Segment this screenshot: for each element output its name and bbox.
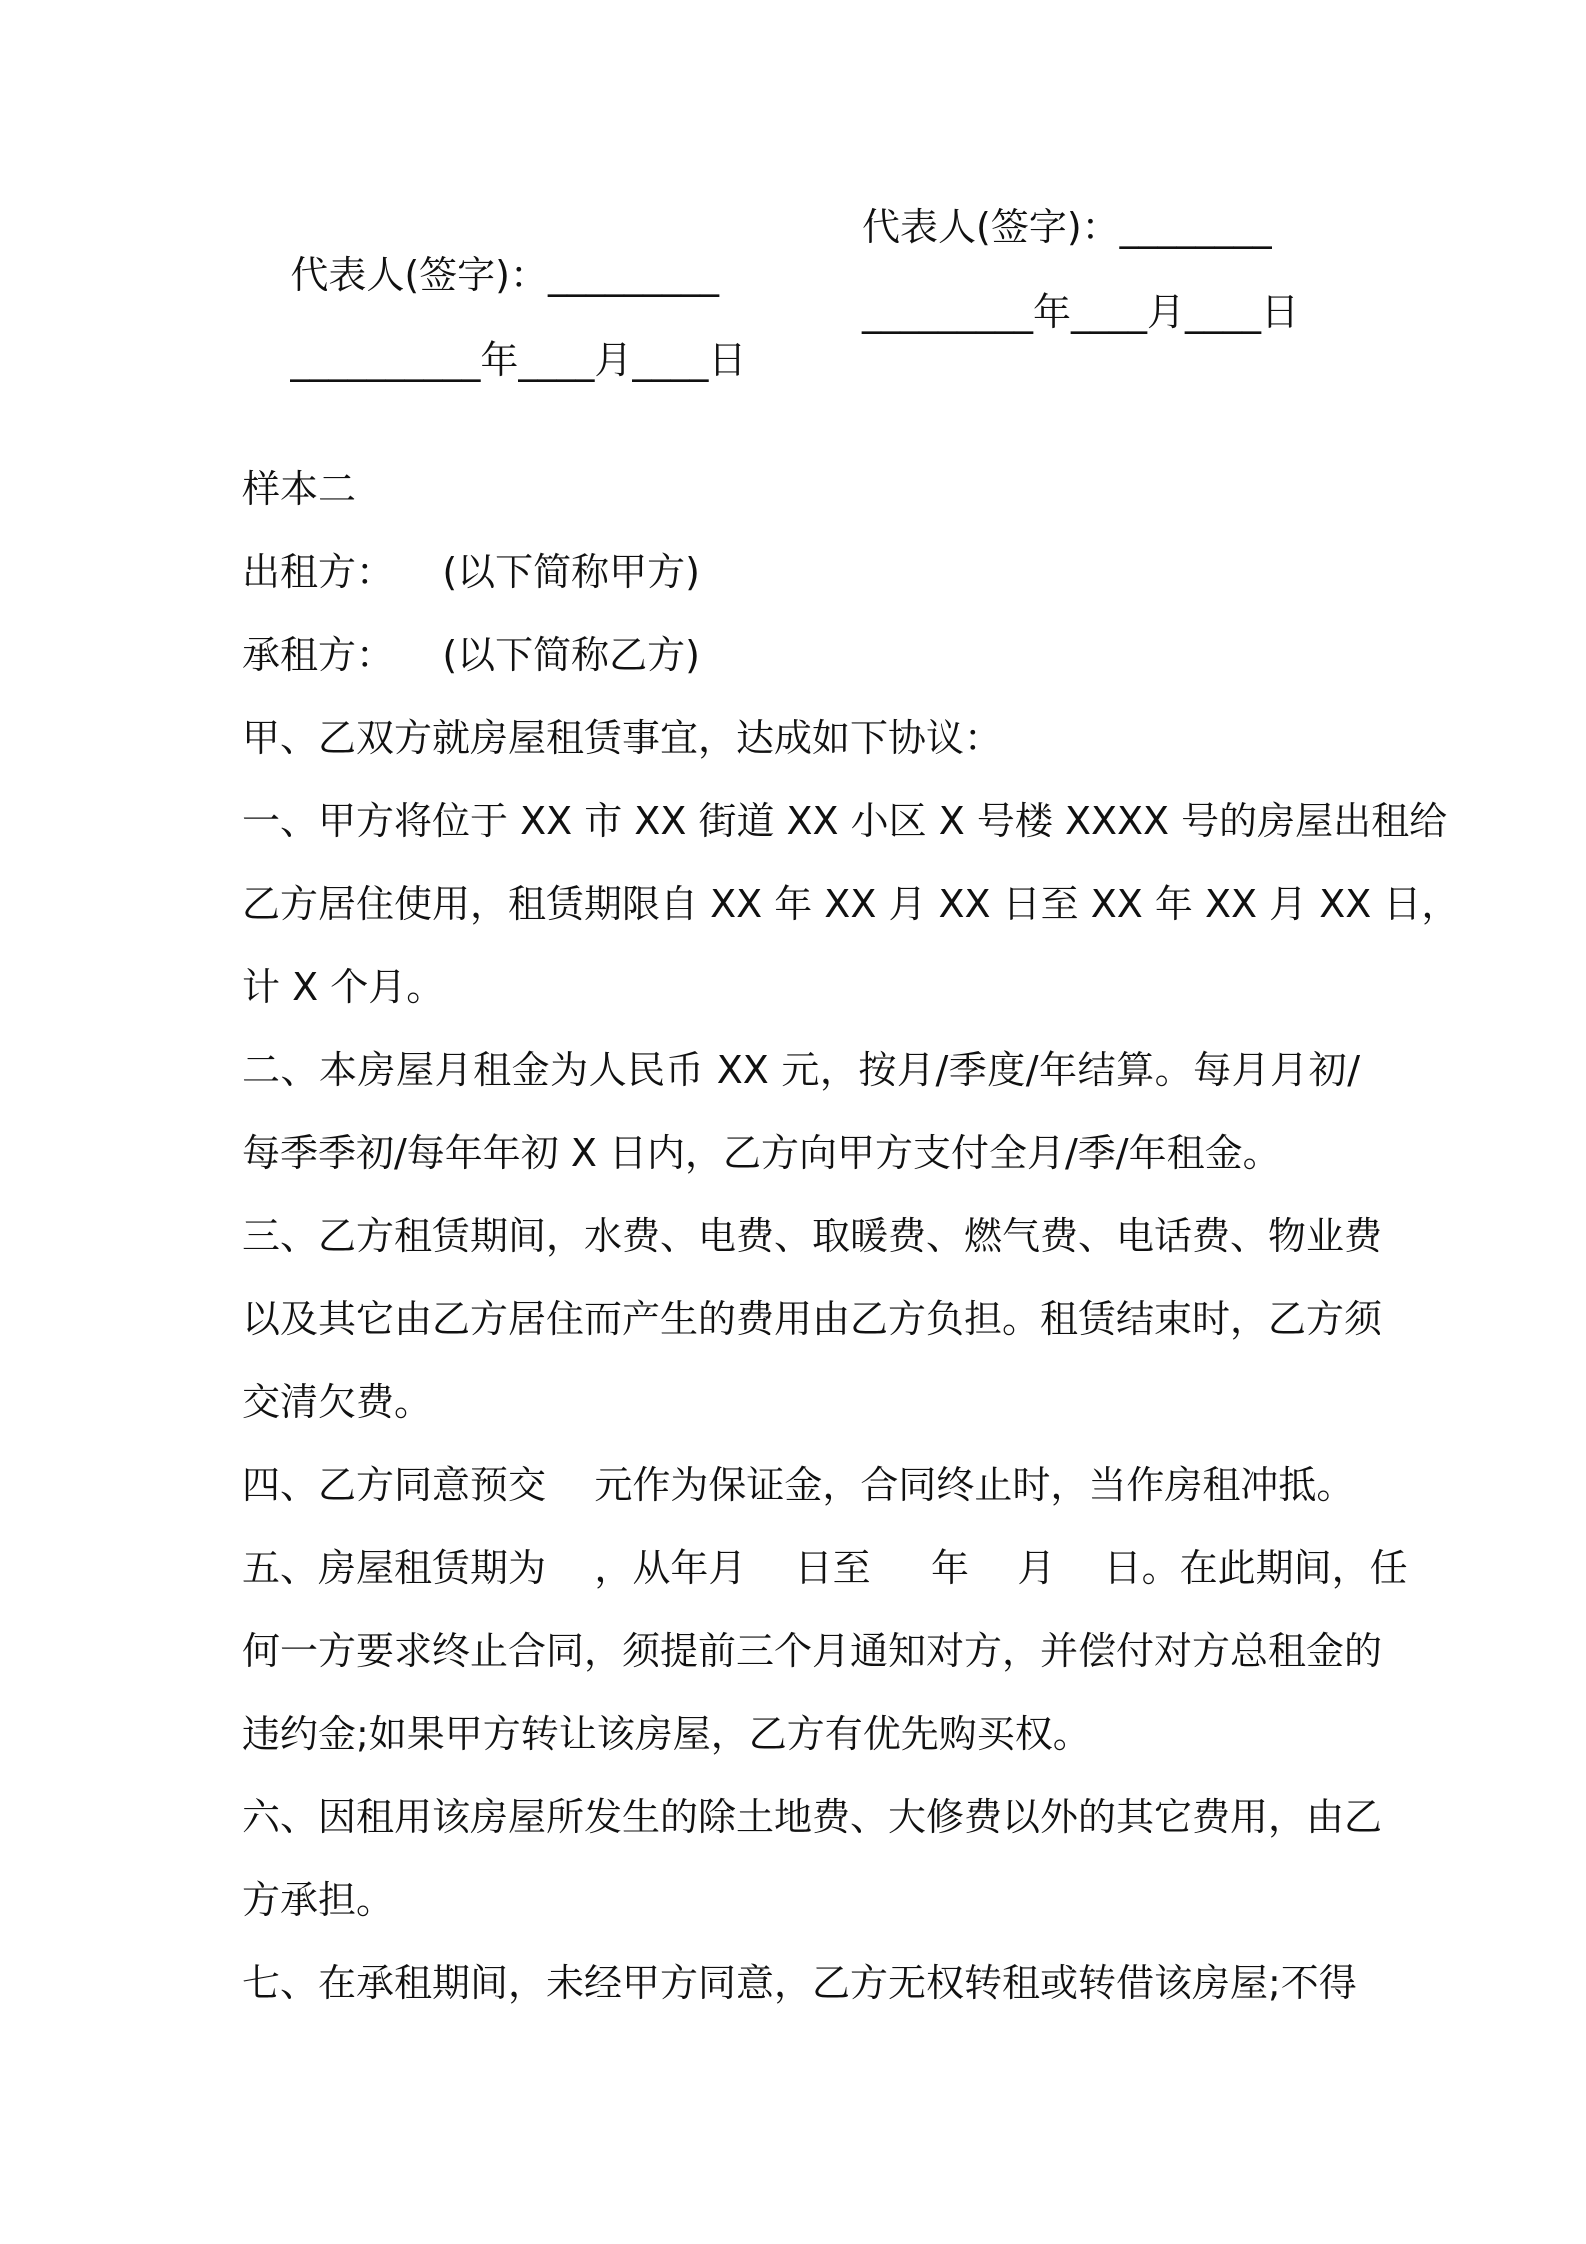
clause-6-line-1: 六、因租用该房屋所发生的除土地费、大修费以外的其它费用，由乙 [242, 1795, 1383, 1839]
agreement-intro: 甲、乙双方就房屋租赁事宜，达成如下协议： [242, 716, 1003, 760]
clause-2-line-1: 二、本房屋月租金为人民币 XX 元，按月/季度/年结算。每月月初/ [242, 1048, 1360, 1092]
clause-4-line-1: 四、乙方同意预交 元作为保证金，合同终止时，当作房租冲抵。 [242, 1463, 1355, 1507]
contract-body [242, 448, 1460, 2025]
clause-3-line-3: 交清欠费。 [242, 1380, 433, 1424]
clause-3-line-1: 三、乙方租赁期间，水费、电费、取暖费、燃气费、电话费、物业费 [242, 1214, 1383, 1258]
clause-6-line-2: 方承担。 [242, 1878, 395, 1922]
lessee-line: 承租方： (以下简称乙方) [242, 633, 700, 677]
party-a-signature-date: __________年____月____日 [290, 338, 747, 382]
party-a-representative-signature: 代表人(签字)：_________ [290, 253, 719, 297]
clause-1-line-1: 一、甲方将位于 XX 市 XX 街道 XX 小区 X 号楼 XXXX 号的房屋出租给 [242, 799, 1448, 843]
clause-1-line-2: 乙方居住使用，租赁期限自 XX 年 XX 月 XX 日至 XX 年 XX 月 XX 日， [242, 882, 1460, 926]
clause-5-line-2: 何一方要求终止合同，须提前三个月通知对方，并偿付对方总租金的 [242, 1629, 1383, 1673]
clause-2-line-2: 每季季初/每年年初 X 日内，乙方向甲方支付全月/季/年租金。 [242, 1131, 1281, 1175]
clause-5-line-3: 违约金;如果甲方转让该房屋，乙方有优先购买权。 [242, 1712, 1091, 1756]
sample-heading: 样本二 [242, 467, 357, 511]
lessor-line: 出租方： (以下简称甲方) [242, 550, 700, 594]
party-b-representative-signature: 代表人(签字)：________ [862, 205, 1272, 249]
clause-1-line-3: 计 X 个月。 [242, 965, 445, 1009]
party-b-signature-date: _________年____月____日 [862, 290, 1300, 334]
clause-3-line-2: 以及其它由乙方居住而产生的费用由乙方负担。租赁结束时，乙方须 [242, 1297, 1383, 1341]
clause-5-line-1: 五、房屋租赁期为 ，从年月 日至 年 月 日。在此期间，任 [242, 1546, 1408, 1590]
clause-7-line-1: 七、在承租期间，未经甲方同意，乙方无权转租或转借该房屋;不得 [242, 1961, 1357, 2005]
